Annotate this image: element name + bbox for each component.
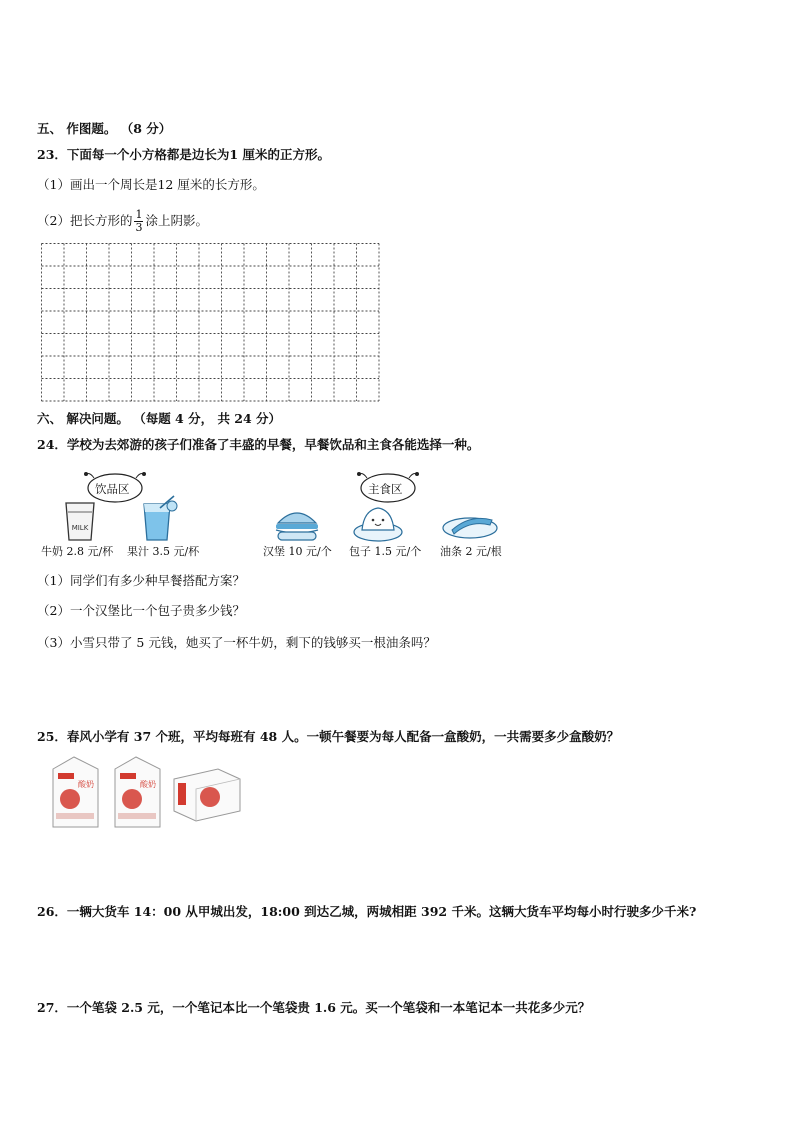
yogurt-cartons-image (50, 755, 245, 830)
section-five-heading: 五、 作图题。 （8 分） (37, 121, 172, 136)
question-24-part-3: （3）小雪只带了 5 元钱，她买了一杯牛奶，剩下的钱够买一根油条吗？ (37, 635, 436, 650)
fraction-numerator: 1 (135, 208, 143, 221)
part-2-prefix: （2）把长方形的 (37, 213, 133, 228)
drink-zone-label: 饮品区 (95, 482, 130, 496)
question-23-stem: 23．下面每一个小方格都是边长为1 厘米的正方形。 (37, 147, 330, 162)
square-grid[interactable] (41, 243, 381, 405)
dough-stick-price-label: 油条 2 元/根 (440, 545, 502, 558)
question-23-part-2 (37, 206, 208, 236)
carton-2-text: 酸奶 (140, 780, 156, 789)
milk-cup-icon (62, 500, 98, 542)
question-26-stem: 26．一辆大货车 14：00 从甲城出发，18:00 到达乙城，两城相距 392 千米。这辆大货车平均每小时行驶多少千米? (37, 904, 697, 919)
part-2-suffix: 涂上阴影。 (145, 213, 208, 228)
question-27-stem: 27．一个笔袋 2.5 元，一个笔记本比一个笔袋贵 1.6 元。买一个笔袋和一本笔记本一共花多少元？ (37, 1000, 591, 1015)
question-24-stem: 24．学校为去郊游的孩子们准备了丰盛的早餐，早餐饮品和主食各能选择一种。 (37, 437, 480, 452)
juice-cup-icon (140, 494, 180, 542)
question-23-part-1: （1）画出一个周长是12 厘米的长方形。 (37, 177, 265, 192)
fried-dough-stick-icon (440, 508, 500, 540)
juice-price-label: 果汁 3.5 元/杯 (127, 545, 200, 558)
section-six-heading: 六、 解决问题。 （每题 4 分， 共 24 分） (37, 411, 282, 426)
question-25-stem: 25．春风小学有 37 个班，平均每班有 48 人。一顿午餐要为每人配备一盒酸奶，一共需要多少盒酸奶？ (37, 729, 620, 744)
carton-1-text: 酸奶 (78, 780, 94, 789)
milk-cup-text: MILK (71, 524, 89, 532)
yogurt-carton-1 (53, 757, 98, 827)
bun-price-label: 包子 1.5 元/个 (349, 545, 422, 558)
question-24-part-1: （1）同学们有多少种早餐搭配方案？ (37, 573, 245, 588)
question-24-part-2: （2）一个汉堡比一个包子贵多少钱？ (37, 603, 245, 618)
yogurt-carton-3 (174, 769, 240, 821)
hamburger-icon (272, 503, 322, 543)
fraction-denominator: 3 (135, 221, 143, 234)
food-zone-label: 主食区 (368, 482, 403, 496)
burger-price-label: 汉堡 10 元/个 (263, 545, 332, 558)
one-third-fraction (134, 209, 143, 234)
milk-price-label: 牛奶 2.8 元/杯 (41, 545, 114, 558)
yogurt-carton-2 (115, 757, 160, 827)
steamed-bun-icon (352, 500, 404, 544)
